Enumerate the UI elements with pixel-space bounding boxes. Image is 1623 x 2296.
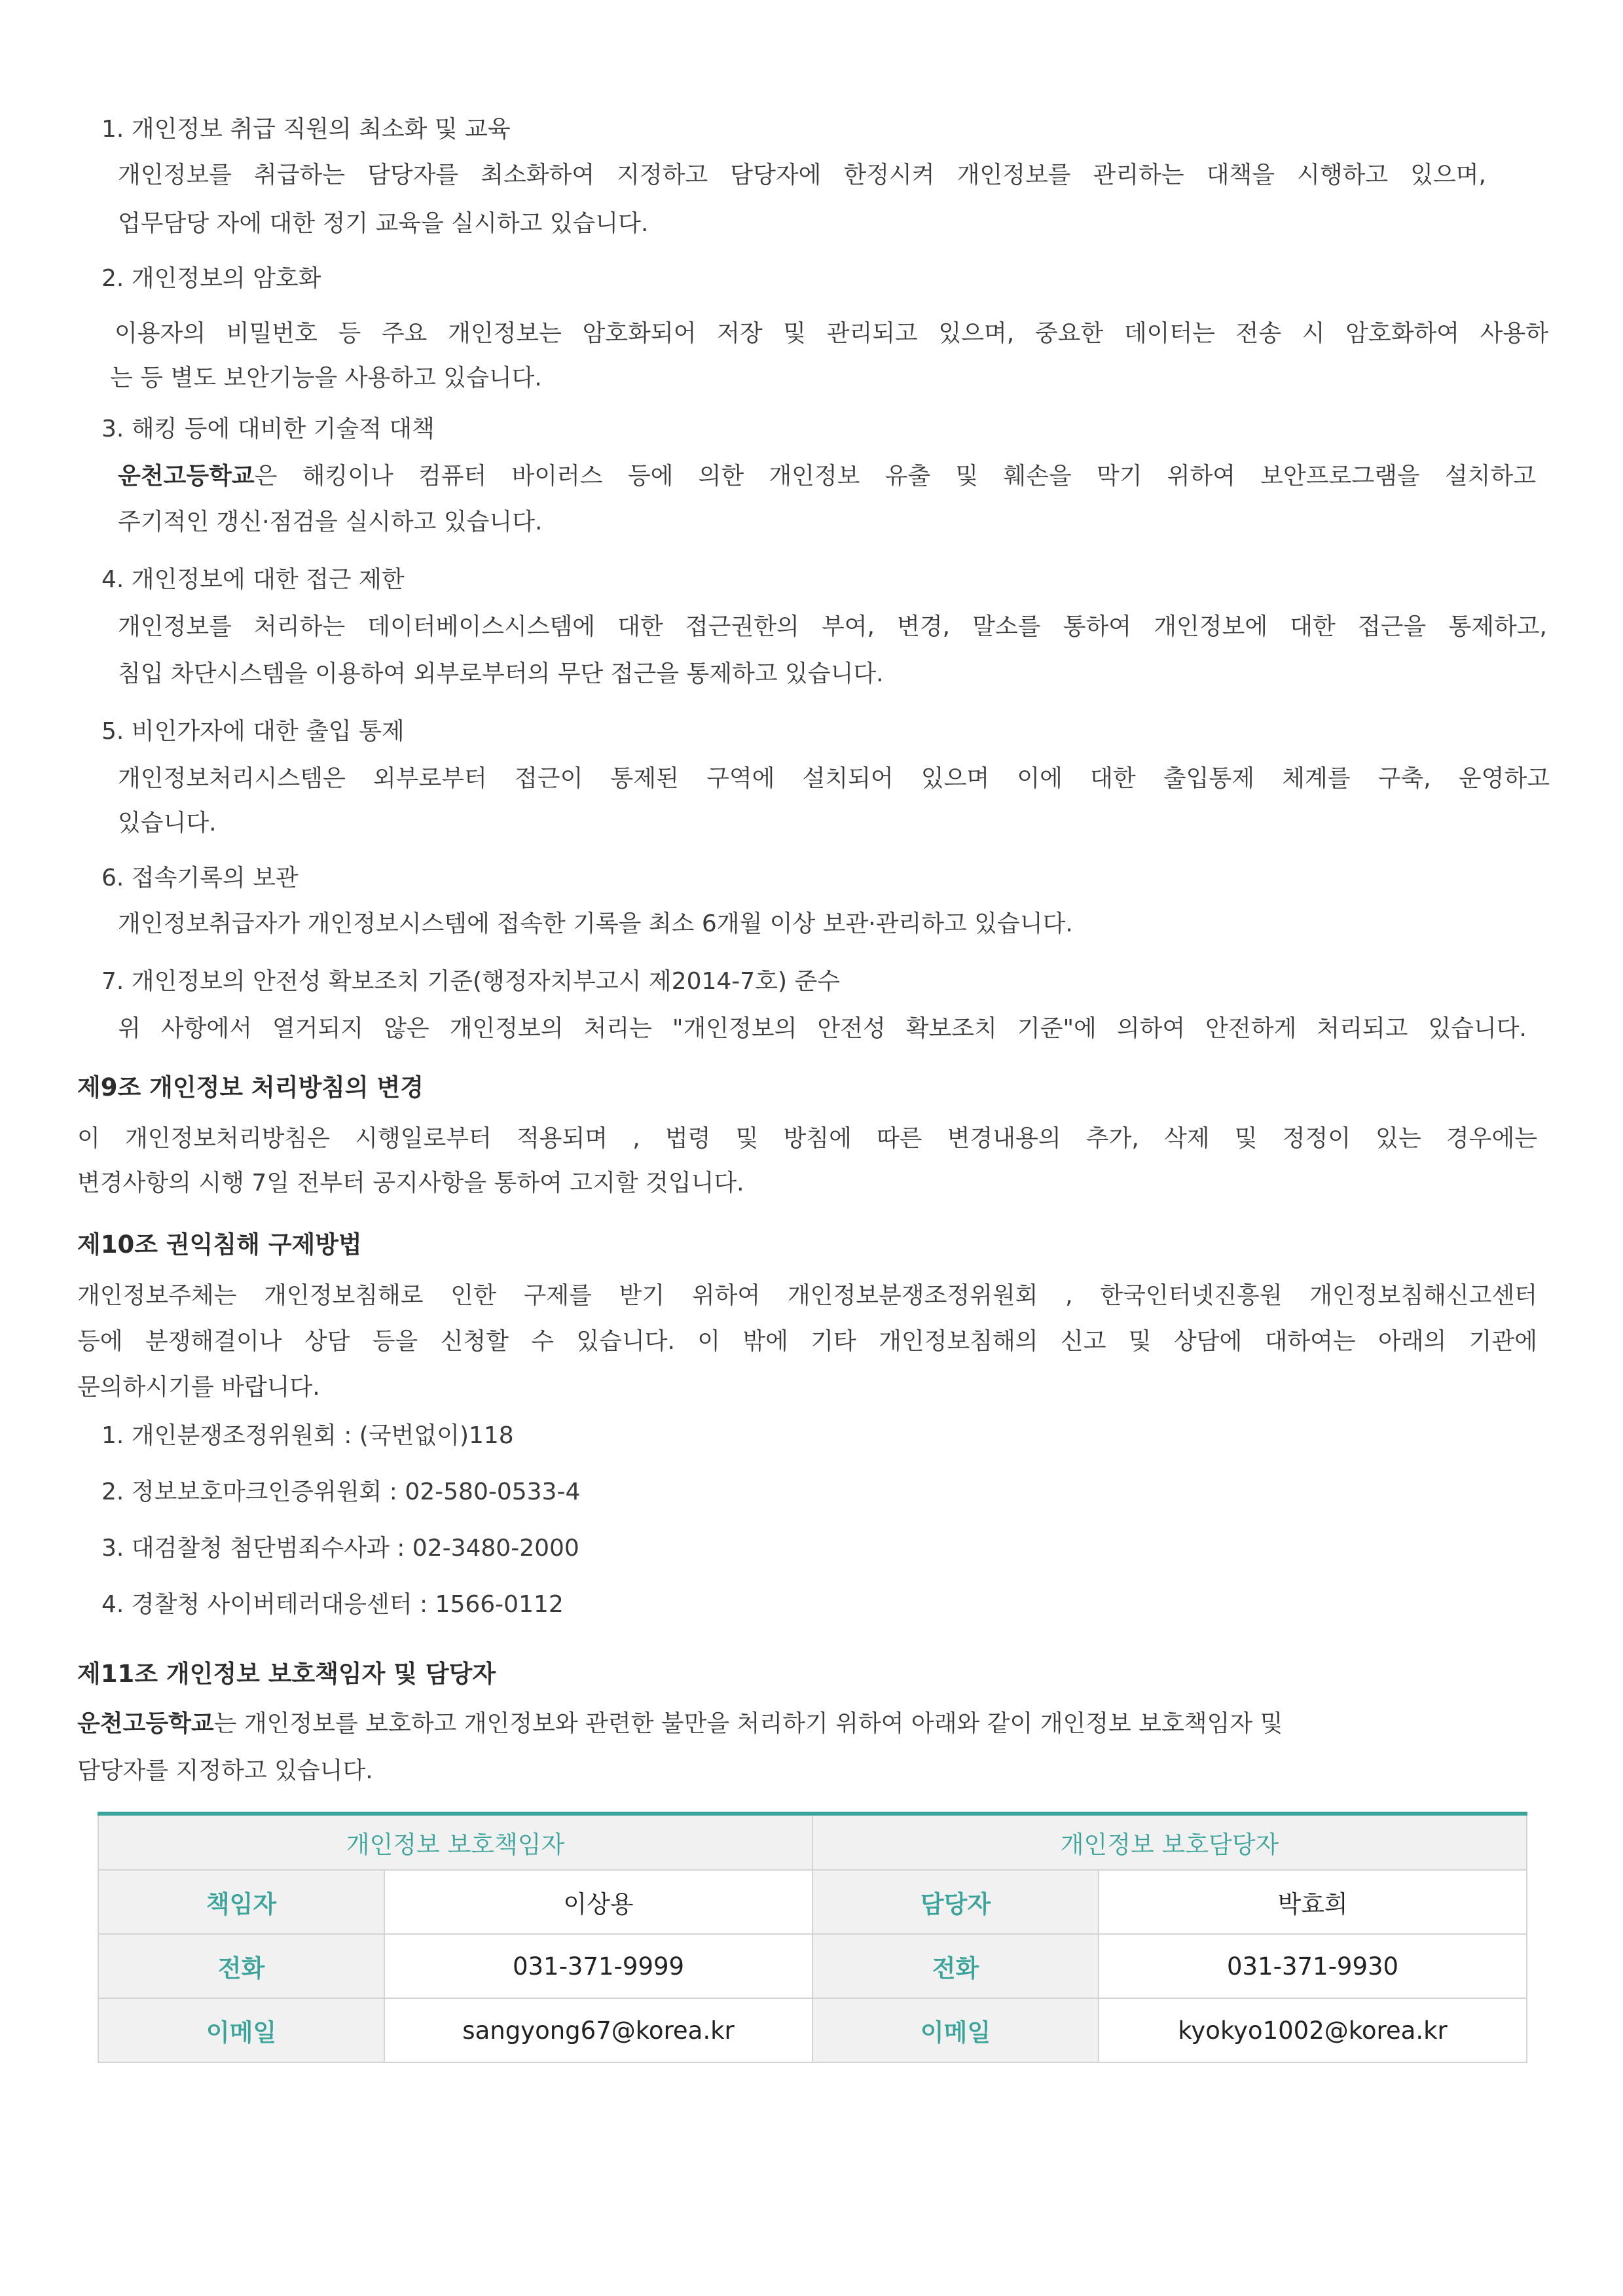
section10-text-line1: 개인정보주체는 개인정보침해로 인한 구제를 받기 위하여 개인정보분쟁조정위원회 , 한국인터넷진흥원 개인정보침해신고센터 — [77, 1282, 1537, 1309]
value-cell: 박효희 — [1099, 1870, 1527, 1934]
section10-text-line2: 등에 분쟁해결이나 상담 등을 신청할 수 있습니다. 이 밖에 기타 개인정보침해의 신고 및 상담에 대하여는 아래의 기관에 — [77, 1328, 1537, 1355]
privacy-contact-table — [98, 1812, 1527, 2063]
school-name: 운천고등학교 — [77, 1710, 214, 1737]
section9-text-line1: 이 개인정보처리방침은 시행일로부터 적용되며 , 법령 및 방침에 따른 변경내용의 추가, 삭제 및 정정이 있는 경우에는 — [77, 1125, 1537, 1152]
section9-text-line2: 변경사항의 시행 7일 전부터 공지사항을 통하여 고지할 것입니다. — [77, 1170, 744, 1196]
item2-text-line2: 는 등 별도 보안기능을 사용하고 있습니다. — [110, 365, 542, 391]
section11-text-line1 — [77, 1707, 1283, 1741]
item1-text-line1: 개인정보를 취급하는 담당자를 최소화하여 지정하고 담당자에 한정시켜 개인정보를 관리하는 대책을 시행하고 있으며, — [118, 162, 1486, 188]
item7-title: 7. 개인정보의 안전성 확보조치 기준(행정자치부고시 제2014-7호) 준수 — [101, 968, 841, 995]
item6-title: 6. 접속기록의 보관 — [101, 865, 299, 891]
section10-heading: 제10조 권익침해 구제방법 — [77, 1230, 362, 1259]
section9-heading: 제9조 개인정보 처리방침의 변경 — [77, 1073, 424, 1102]
header-staff-officer: 개인정보 보호담당자 — [812, 1814, 1527, 1870]
item6-text-line1: 개인정보취급자가 개인정보시스템에 접속한 기록을 최소 6개월 이상 보관·관리하고 있습니다. — [118, 910, 1073, 937]
item5-title: 5. 비인가자에 대한 출입 통제 — [101, 718, 405, 745]
section11-text-line2: 담당자를 지정하고 있습니다. — [77, 1757, 373, 1784]
item3-text-line1 — [118, 459, 1536, 493]
table-row — [98, 1934, 1527, 1998]
value-cell: 031-371-9999 — [384, 1934, 812, 1998]
agency-item: 3. 대검찰청 첨단범죄수사과 : 02-3480-2000 — [101, 1535, 579, 1562]
item4-text-line2: 침입 차단시스템을 이용하여 외부로부터의 무단 접근을 통제하고 있습니다. — [118, 660, 884, 687]
agency-item: 1. 개인분쟁조정위원회 : (국번없이)118 — [101, 1422, 514, 1449]
label-cell: 전화 — [98, 1934, 384, 1998]
item3-text-line1-rest: 은 해킹이나 컴퓨터 바이러스 등에 의한 개인정보 유출 및 훼손을 막기 위하여 보안프로그램을 설치하고 — [254, 463, 1536, 490]
item1-text-line2: 업무담당 자에 대한 정기 교육을 실시하고 있습니다. — [118, 210, 649, 237]
label-cell: 이메일 — [98, 1998, 384, 2062]
item4-title: 4. 개인정보에 대한 접근 제한 — [101, 566, 405, 593]
label-cell: 이메일 — [812, 1998, 1099, 2062]
section11-heading: 제11조 개인정보 보호책임자 및 담당자 — [77, 1660, 496, 1688]
table-row — [98, 1870, 1527, 1934]
item5-text-line2: 있습니다. — [118, 810, 217, 836]
item4-text-line1: 개인정보를 처리하는 데이터베이스시스템에 대한 접근권한의 부여, 변경, 말소를 통하여 개인정보에 대한 접근을 통제하고, — [118, 613, 1547, 640]
value-cell: sangyong67@korea.kr — [384, 1998, 812, 2062]
item3-text-line2: 주기적인 갱신·점검을 실시하고 있습니다. — [118, 509, 543, 535]
label-cell: 전화 — [812, 1934, 1099, 1998]
value-cell: 이상용 — [384, 1870, 812, 1934]
item7-text-line1: 위 사항에서 열거되지 않은 개인정보의 처리는 "개인정보의 안전성 확보조치 기준"에 의하여 안전하게 처리되고 있습니다. — [118, 1015, 1527, 1042]
item1-title: 1. 개인정보 취급 직원의 최소화 및 교육 — [101, 116, 511, 143]
label-cell: 책임자 — [98, 1870, 384, 1934]
table-row — [98, 1998, 1527, 2062]
agency-item: 4. 경찰청 사이버테러대응센터 : 1566-0112 — [101, 1591, 564, 1618]
agency-item: 2. 정보보호마크인증위원회 : 02-580-0533-4 — [101, 1479, 581, 1505]
header-chief-officer: 개인정보 보호책임자 — [98, 1814, 812, 1870]
school-name: 운천고등학교 — [118, 463, 255, 490]
item2-text-line1: 이용자의 비밀번호 등 주요 개인정보는 암호화되어 저장 및 관리되고 있으며, 중요한 데이터는 전송 시 암호화하여 사용하 — [115, 320, 1548, 347]
table-header-row — [98, 1814, 1527, 1870]
item2-title: 2. 개인정보의 암호화 — [101, 265, 321, 292]
section11-text-line1-rest: 는 개인정보를 보호하고 개인정보와 관련한 불만을 처리하기 위하여 아래와 같이 개인정보 보호책임자 및 — [213, 1710, 1283, 1737]
value-cell: 031-371-9930 — [1099, 1934, 1527, 1998]
label-cell: 담당자 — [812, 1870, 1099, 1934]
section10-text-line3: 문의하시기를 바랍니다. — [77, 1374, 320, 1401]
value-cell: kyokyo1002@korea.kr — [1099, 1998, 1527, 2062]
item5-text-line1: 개인정보처리시스템은 외부로부터 접근이 통제된 구역에 설치되어 있으며 이에 대한 출입통제 체계를 구축, 운영하고 — [118, 765, 1550, 792]
item3-title: 3. 해킹 등에 대비한 기술적 대책 — [101, 416, 435, 442]
